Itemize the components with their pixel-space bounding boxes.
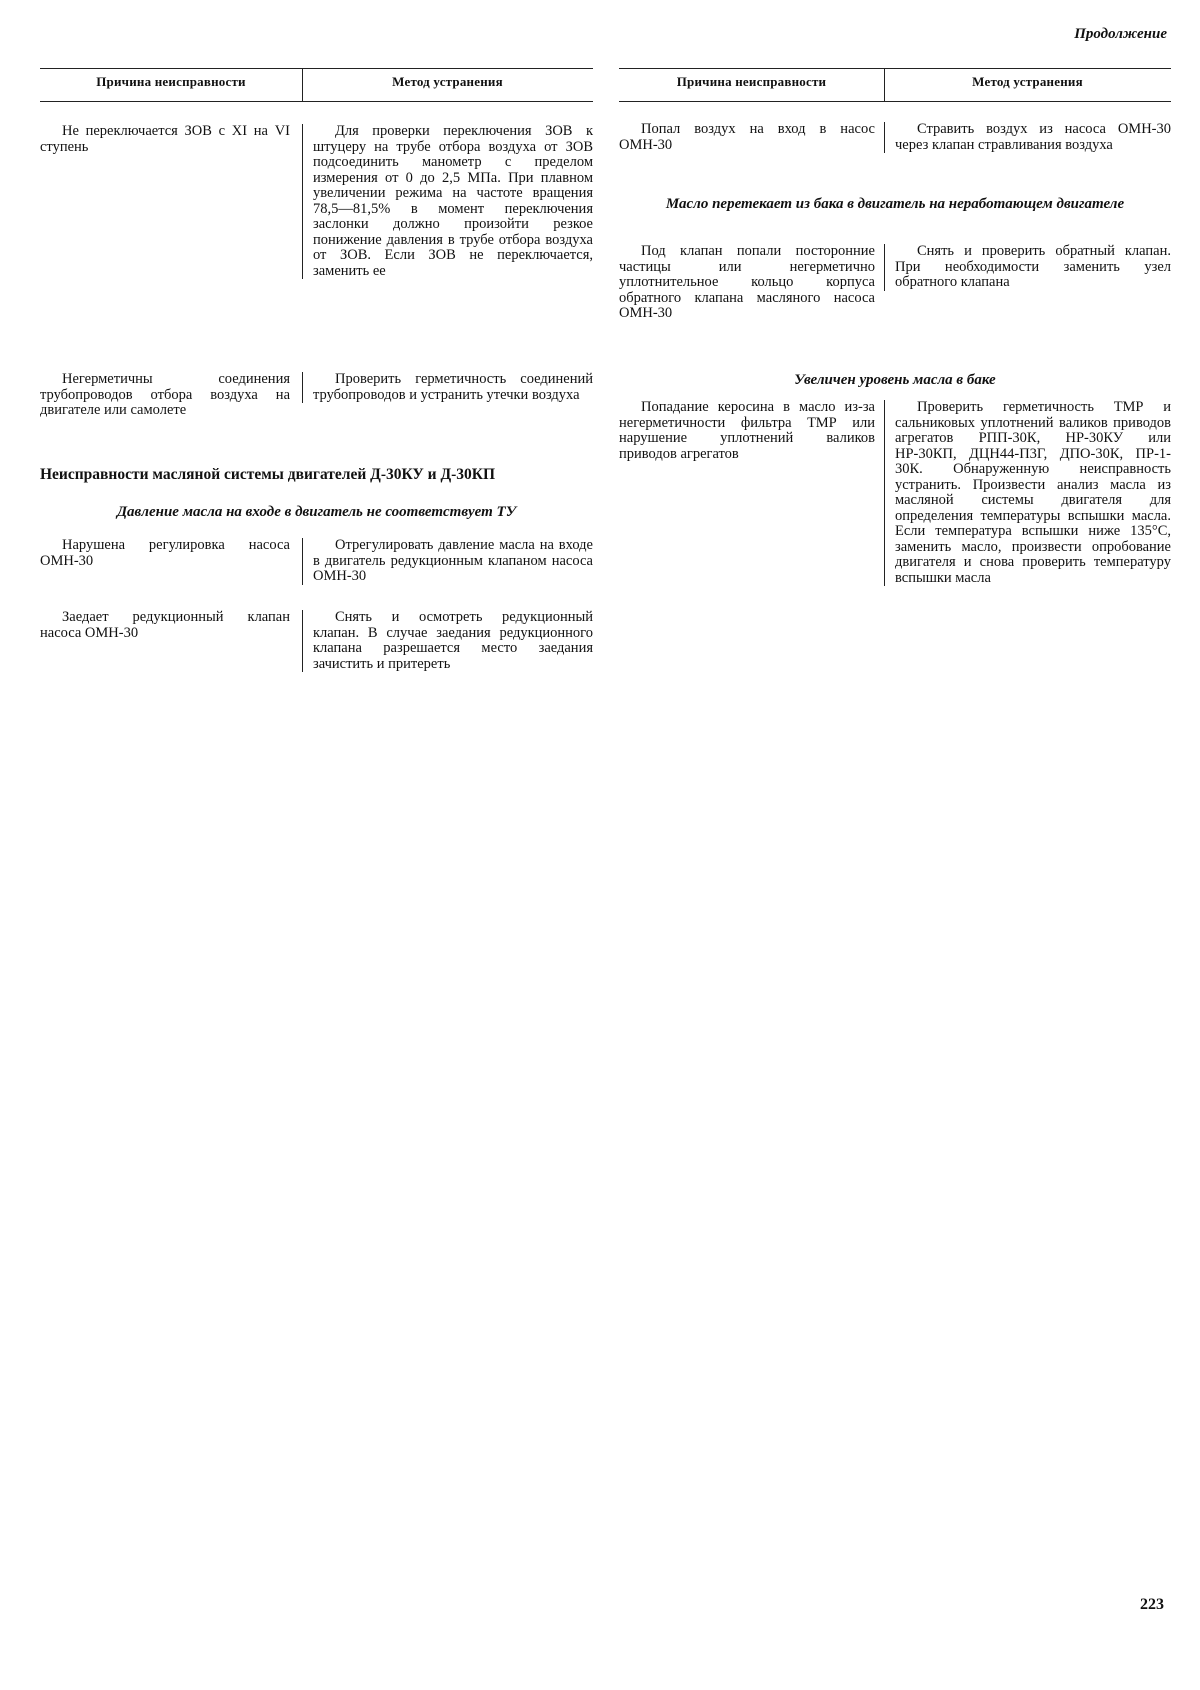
remedy-cell: Стравить воздух из насоса ОМН-30 через клапан стравливания воздуха (884, 122, 1171, 153)
table-row (40, 372, 593, 452)
header-remedy: Метод устранения (392, 74, 503, 89)
remedy-cell: Снять и проверить обратный клапан. При необходимости заменить узел обратного клапана (884, 244, 1171, 291)
header-top-rule (619, 68, 1171, 69)
right-table (619, 68, 1171, 586)
header-cause: Причина неисправности (96, 74, 246, 89)
cause-cell: Негерметичны соединения трубопроводов отбора воздуха на двигателе или самолете (40, 371, 290, 418)
table-row (619, 400, 1171, 696)
cause-cell: Нарушена регулировка насоса ОМН-30 (40, 537, 290, 569)
remedy-cell: Снять и осмотреть редукционный клапан. В случае заедания редукционного клапана разрешается место заедания зачистить и притереть (302, 610, 593, 672)
cause-cell: Попал воздух на вход в насос ОМН-30 (619, 121, 875, 153)
subsection-title: Увеличен уровень масла в баке (794, 372, 996, 388)
table-row (40, 538, 593, 610)
subsection-title: Давление масла на входе в двигатель не соответствует ТУ (116, 504, 517, 520)
remedy-cell: Для проверки переключения ЗОВ к штуцеру на трубе отбора воздуха от ЗОВ подсоединить манометр с пределом измерения от 0 до 2,5 МПа. При плавном увеличении режима на частоте вращения 78,5—81,5% в момент переключения заслонки должно произойти резкое понижение давления в трубе отбора воздуха от ЗОВ. Если ЗОВ не переключается, заменить ее (302, 124, 593, 279)
continuation-label: Продолжение (1074, 26, 1167, 42)
remedy-cell: Проверить герметичность ТМР и сальниковых уплотнений валиков приводов агрегатов РПП-30К, НР-30КУ или НР-30КП, ДЦН44-П3Г, ДПО-30К, ПР-1-30К. Обнаруженную неисправность устранить. Произвести анализ масла из масляной системы двигателя для определения температуры вспышки масла. Если температура вспышки ниже 135°С, заменить масло, произвести опробование двигателя и снова проверить температуру вспышки масла (884, 400, 1171, 586)
remedy-cell: Проверить герметичность соединений трубопроводов и устранить утечки воздуха (302, 372, 593, 403)
header-top-rule (40, 68, 593, 69)
page-number: 223 (1140, 1596, 1164, 1613)
cause-cell: Под клапан попали посторонние частицы или негерметично уплотнительное кольцо корпуса обратного клапана масляного насоса ОМН-30 (619, 243, 875, 321)
left-table-header (40, 68, 593, 102)
header-remedy: Метод устранения (972, 74, 1083, 89)
section-title: Неисправности масляной системы двигателей Д-30КУ и Д-30КП (40, 466, 496, 483)
cause-cell: Не переключается ЗОВ с XI на VI ступень (40, 123, 290, 155)
left-table (40, 68, 593, 418)
subsection-title: Масло перетекает из бака в двигатель на неработающем двигателе (665, 196, 1125, 212)
header-bottom-rule (619, 101, 1171, 102)
table-row (619, 244, 1171, 340)
table-row (40, 124, 593, 372)
cause-cell: Заедает редукционный клапан насоса ОМН-30 (40, 609, 290, 641)
header-bottom-rule (40, 101, 593, 102)
right-table-header (619, 68, 1171, 102)
remedy-cell: Отрегулировать давление масла на входе в двигатель редукционным клапаном насоса ОМН-30 (302, 538, 593, 585)
cause-cell: Попадание керосина в масло из-за негерметичности фильтра ТМР или нарушение уплотнений валиков приводов агрегатов (619, 399, 875, 462)
header-cause: Причина неисправности (676, 74, 827, 89)
table-row (619, 122, 1171, 178)
table-row (40, 610, 593, 706)
